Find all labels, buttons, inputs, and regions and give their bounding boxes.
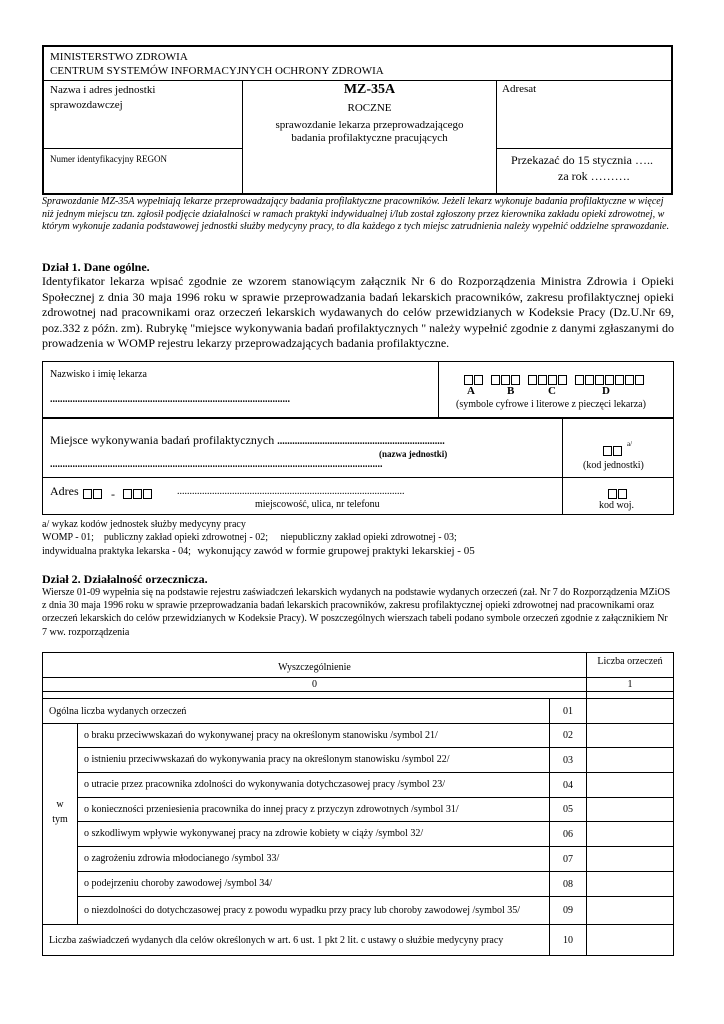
- form-title-line-1: sprawozdanie lekarza przeprowadzającego: [275, 119, 464, 131]
- deadline-line-2: za rok ……….: [558, 169, 630, 183]
- table-row-value[interactable]: [587, 773, 673, 797]
- intro-note: Sprawozdanie MZ-35A wypełniają lekarze przeprowadzający badania profilaktyczne pracowników. Jeżeli lekarz wykonuje badania profilaktyczne w więcej niż jednym miejscu tzn. zgłosił podjęcie działalności w ramach praktyki indywidualnej i/lub został zgłoszony przez kierownika zakładu opieki zdrowotnej, w którym wykonuje zadania podstawowej jednostki służby medycyny pracy, to dla każdego z tych miejsc zatrudnienia należy wypełnić oddzielne sprawozdanie.: [42, 196, 670, 232]
- table-row-label: o utracie przez pracownika zdolności do wykonywania dotychczasowej pracy /symbol 23/: [84, 779, 445, 790]
- row-total-num: 01: [563, 705, 573, 717]
- footnote-title: a/ wykaz kodów jednostek służby medycyny pracy: [42, 519, 246, 530]
- table-row-label: o braku przeciwwskazań do wykonywanej pracy na określonym stanowisku /symbol 21/: [84, 729, 438, 741]
- table-row-num: 07: [563, 853, 573, 865]
- w-tym-line-1: w: [56, 799, 64, 810]
- table-row-value[interactable]: [587, 724, 673, 747]
- table-row-value[interactable]: [587, 748, 673, 772]
- table-row-label: o niezdolności do dotychczasowej pracy z powodu wypadku przy pracy lub choroby zawodowej /symbol 35/: [84, 904, 520, 916]
- table-row-label: o zagrożeniu zdrowia młodocianego /symbol 33/: [84, 853, 280, 864]
- table-row-label: o istnieniu przeciwwskazań do wykonywania pracy na określonym stanowisku /symbol 22/: [84, 754, 450, 765]
- place-label: [50, 433, 445, 448]
- table-row-num: 03: [563, 754, 573, 766]
- doctor-name-dots[interactable]: ................................................................................................: [50, 394, 290, 405]
- footnote-line-1: WOMP - 01; publiczny zakład opieki zdrowotnej - 02; niepubliczny zakład opieki zdrowotnej - 03;: [42, 532, 457, 543]
- footnote-line-2a: indywidualna praktyka lekarska - 04;: [42, 546, 191, 557]
- w-tym-line-2: tym: [52, 814, 68, 825]
- postal-code-boxes[interactable]: [83, 485, 153, 503]
- row-total-value[interactable]: [587, 699, 673, 723]
- col-header-desc: Wyszczególnienie: [278, 661, 351, 673]
- table-row-label: o konieczności przeniesienia pracownika do innej pracy z przyczyn zdrowotnych /symbol 31/: [84, 803, 459, 815]
- row-total-label: Ogólna liczba wydanych orzeczeń: [49, 705, 187, 717]
- table-row-value[interactable]: [587, 872, 673, 896]
- table-row-value[interactable]: [587, 798, 673, 821]
- row-last-num: 10: [563, 935, 573, 946]
- section1-text: Identyfikator lekarza wpisać zgodnie ze wzorem stanowiącym załącznik Nr 6 do Rozporządzenia Ministra Zdrowia i Opieki Społecznej z dnia 30 maja 1996 roku w sprawie przeprowadzania badań lekarskich pracowników, zakresu profilaktycznej opieki zdrowotnej nad pracownikami oraz orzeczeń lekarskich wydawanych do celów przewidzianych w Kodeksie Pracy (Dz.U.Nr 69, poz.332 z późn. zm). Rubrykę "miejsce wykonywania badań profilaktycznych " należy wypełnić zgodnie z danymi zgłaszanymi do prowadzenia w WOMP rejestru lekarzy przeprowadzających badania profilaktyczne.: [42, 274, 674, 350]
- table-row-num: 04: [563, 779, 573, 791]
- row-last-label: Liczba zaświadczeń wydanych dla celów określonych w art. 6 ust. 1 pkt 2 lit. c ustawy o służbie medycyny pracy: [49, 935, 504, 946]
- table-row-num: 02: [563, 730, 573, 741]
- form-code: MZ-35A: [343, 82, 396, 97]
- code-letter-b: B: [507, 385, 515, 397]
- doctor-name-label: Nazwisko i imię lekarza: [50, 369, 147, 380]
- col-header-count: Liczba orzeczeń: [597, 655, 663, 667]
- footnote-line-2b: wykonujący zawód w formie grupowej praktyki lekarskiej - 05: [197, 545, 475, 557]
- table-row-label: o podejrzeniu choroby zawodowej /symbol 34/: [84, 878, 273, 889]
- unit-code-boxes[interactable]: [603, 442, 623, 460]
- code-letter-c: C: [548, 385, 556, 397]
- voivodeship-code-label: kod woj.: [599, 500, 634, 511]
- table-row-num: 08: [563, 878, 573, 890]
- reporting-unit-label: Nazwa i adres jednostki sprawozdawczej: [50, 84, 156, 111]
- code-letter-a: A: [467, 385, 475, 397]
- unit-code-label: (kod jednostki): [583, 460, 644, 471]
- row-last-value[interactable]: [587, 925, 673, 956]
- addressee-label: Adresat: [502, 83, 537, 95]
- section2-text: Wiersze 01-09 wypełnia się na podstawie rejestru zaświadczeń lekarskich wydanych na podstawie wydanych orzeczeń (zał. Nr 7 do Rozporządzenia MZiOS z dnia 30 maja 1996 roku w sprawie przeprowadzania badań lekarskich pracowników, zakresu profilaktycznej opieki zdrowotnej nad pracownikami oraz orzeczeń lekarskich do celów przewidzianych w Kodeksie Pracy). W poszczególnych wierszach tabeli podano symbole orzeczeń zgodnie z załącznikiem Nr 7 ww. rozporządzenia: [42, 587, 671, 638]
- place-label-text: Miejsce wykonywania badań profilaktycznych: [50, 433, 275, 447]
- form-title-line-2: badania profilaktyczne pracujących: [291, 132, 448, 144]
- address-note: miejscowość, ulica, nr telefonu: [255, 499, 380, 510]
- code-note: (symbole cyfrowe i literowe z pieczęci lekarza): [456, 399, 646, 410]
- table-row-label: o szkodliwym wpływie wykonywanej pracy na zdrowie kobiety w ciąży /symbol 32/: [84, 828, 424, 839]
- place-dots-2[interactable]: .....................................................................................................................................: [50, 459, 383, 470]
- col-num-count: 1: [627, 679, 633, 690]
- address-label: Adres: [50, 484, 79, 498]
- postal-code-dash: -: [111, 487, 115, 501]
- section1-heading: Dział 1. Dane ogólne.: [42, 260, 150, 274]
- col-num-desc: 0: [312, 679, 317, 690]
- code-letter-d: D: [602, 385, 610, 397]
- table-row-value[interactable]: [587, 897, 673, 924]
- place-dots[interactable]: ...................................................................: [277, 436, 445, 447]
- table-row-num: 09: [563, 905, 573, 916]
- table-row-num: 06: [563, 828, 573, 840]
- footnote-line-2: [42, 545, 475, 557]
- form-period: ROCZNE: [347, 102, 392, 114]
- address-dots[interactable]: ...........................................................................................: [177, 486, 405, 497]
- regon-label: Numer identyfikacyjny REGON: [50, 154, 167, 164]
- ministry-line-2: CENTRUM SYSTEMÓW INFORMACYJNYCH OCHRONY ZDROWIA: [50, 65, 384, 77]
- ministry-line-1: MINISTERSTWO ZDROWIA: [50, 51, 188, 63]
- unit-name-note: (nazwa jednostki): [379, 449, 448, 459]
- unit-code-sup: a/: [627, 440, 633, 448]
- table-row-value[interactable]: [587, 847, 673, 871]
- deadline-line-1: Przekazać do 15 stycznia …..: [511, 153, 653, 167]
- section2-heading: Dział 2. Działalność orzecznicza.: [42, 572, 208, 586]
- w-tym-label: [43, 797, 77, 827]
- table-row-num: 05: [563, 804, 573, 815]
- table-row-value[interactable]: [587, 822, 673, 846]
